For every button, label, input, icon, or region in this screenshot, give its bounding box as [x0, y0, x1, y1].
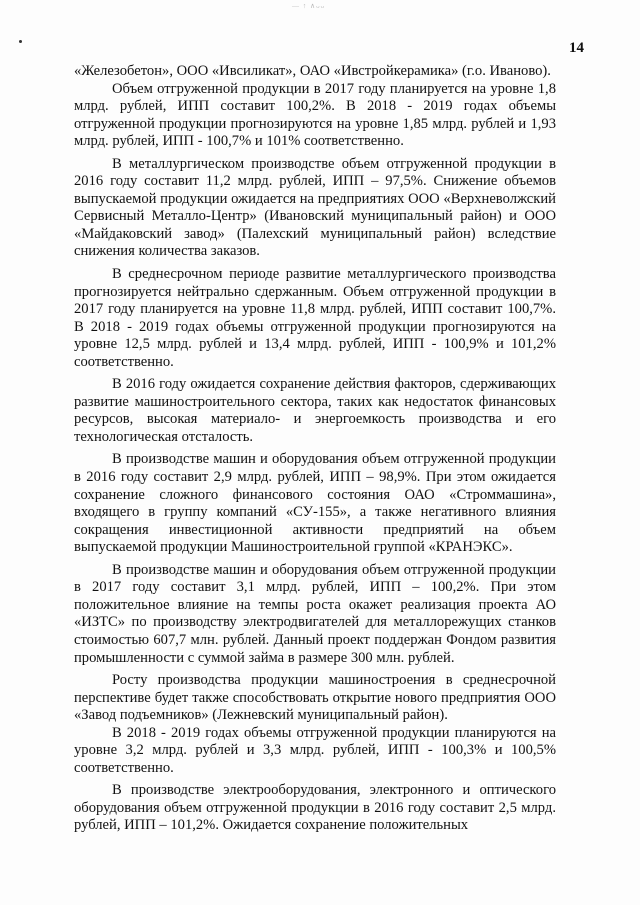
scan-mark: — ↑ ∧ᴗᴗ	[292, 2, 326, 10]
paragraph: В металлургическом производстве объем отгруженной продукции в 2016 году составит 11,2 млрд. рублей, ИПП – 97,5%. Снижение объемов выпускаемой продукции ожидается на предприятиях ООО «Верхневолжский Сервисный Металло-Центр» (Ивановский муниципальный район) и ООО «Майдаковский завод» (Палехский муниципальный район) вследствие снижения количества заказов.	[74, 155, 556, 260]
paragraph: В 2018 - 2019 годах объемы отгруженной продукции планируются на уровне 3,2 млрд. рублей и 3,3 млрд. рублей, ИПП - 100,3% и 100,5% соответственно.	[74, 724, 556, 776]
document-body	[74, 63, 556, 835]
paragraph: В среднесрочном периоде развитие металлургического производства прогнозируется нейтрально сдержанным. Объем отгруженной продукции в 2017 году планируется на уровне 11,8 млрд. рублей, ИПП составит 100,7%. В 2018 - 2019 годах объемы отгруженной продукции прогнозируются на уровне 12,5 млрд. рублей и 13,4 млрд. рублей, ИПП - 100,9% и 101,2% соответственно.	[74, 266, 556, 370]
paragraph: В 2016 году ожидается сохранение действия факторов, сдерживающих развитие машиностроительного сектора, таких как недостаток финансовых ресурсов, высокая материало- и энергоемкость производства и его технологическая отсталость.	[74, 376, 556, 445]
paragraph: В производстве машин и оборудования объем отгруженной продукции в 2017 году составит 3,1 млрд. рублей, ИПП – 100,2%. При этом положительное влияние на темпы роста окажет реализация проекта АО «ИЗТС» по производству электродвигателей для металлорежущих станков стоимостью 607,7 млн. рублей. Данный проект поддержан Фондом развития промышленности с суммой займа в размере 300 млн. рублей.	[74, 561, 556, 666]
paragraph: Объем отгруженной продукции в 2017 году планируется на уровне 1,8 млрд. рублей, ИПП составит 100,2%. В 2018 - 2019 годах объемы отгруженной продукции прогнозируются на уровне 1,85 млрд. рублей и 1,93 млрд. рублей, ИПП - 100,7% и 101% соответственно.	[74, 80, 556, 150]
paragraph: Росту производства продукции машиностроения в среднесрочной перспективе будет также способствовать открытие нового предприятия ООО «Завод подъемников» (Лежневский муниципальный район).	[74, 672, 556, 724]
page-number: 14	[569, 40, 584, 56]
paragraph: «Железобетон», ООО «Ивсиликат», ОАО «Ивстройкерамика» (г.о. Иваново).	[74, 63, 551, 79]
paragraph: В производстве машин и оборудования объем отгруженной продукции в 2016 году составит 2,9 млрд. рублей, ИПП – 98,9%. При этом ожидается сохранение сложного финансового состояния ОАО «Строммашина», входящего в группу компаний «СУ-155», а также негативного влияния сокращения инвестиционной активности предприятий на объем выпускаемой продукции Машиностроительной группой «КРАНЭКС».	[74, 451, 556, 556]
scan-dot	[19, 40, 22, 43]
paragraph: В производстве электрооборудования, электронного и оптического оборудования объем отгруженной продукции в 2016 году составит 2,5 млрд. рублей, ИПП – 101,2%. Ожидается сохранение положительных	[74, 782, 556, 834]
